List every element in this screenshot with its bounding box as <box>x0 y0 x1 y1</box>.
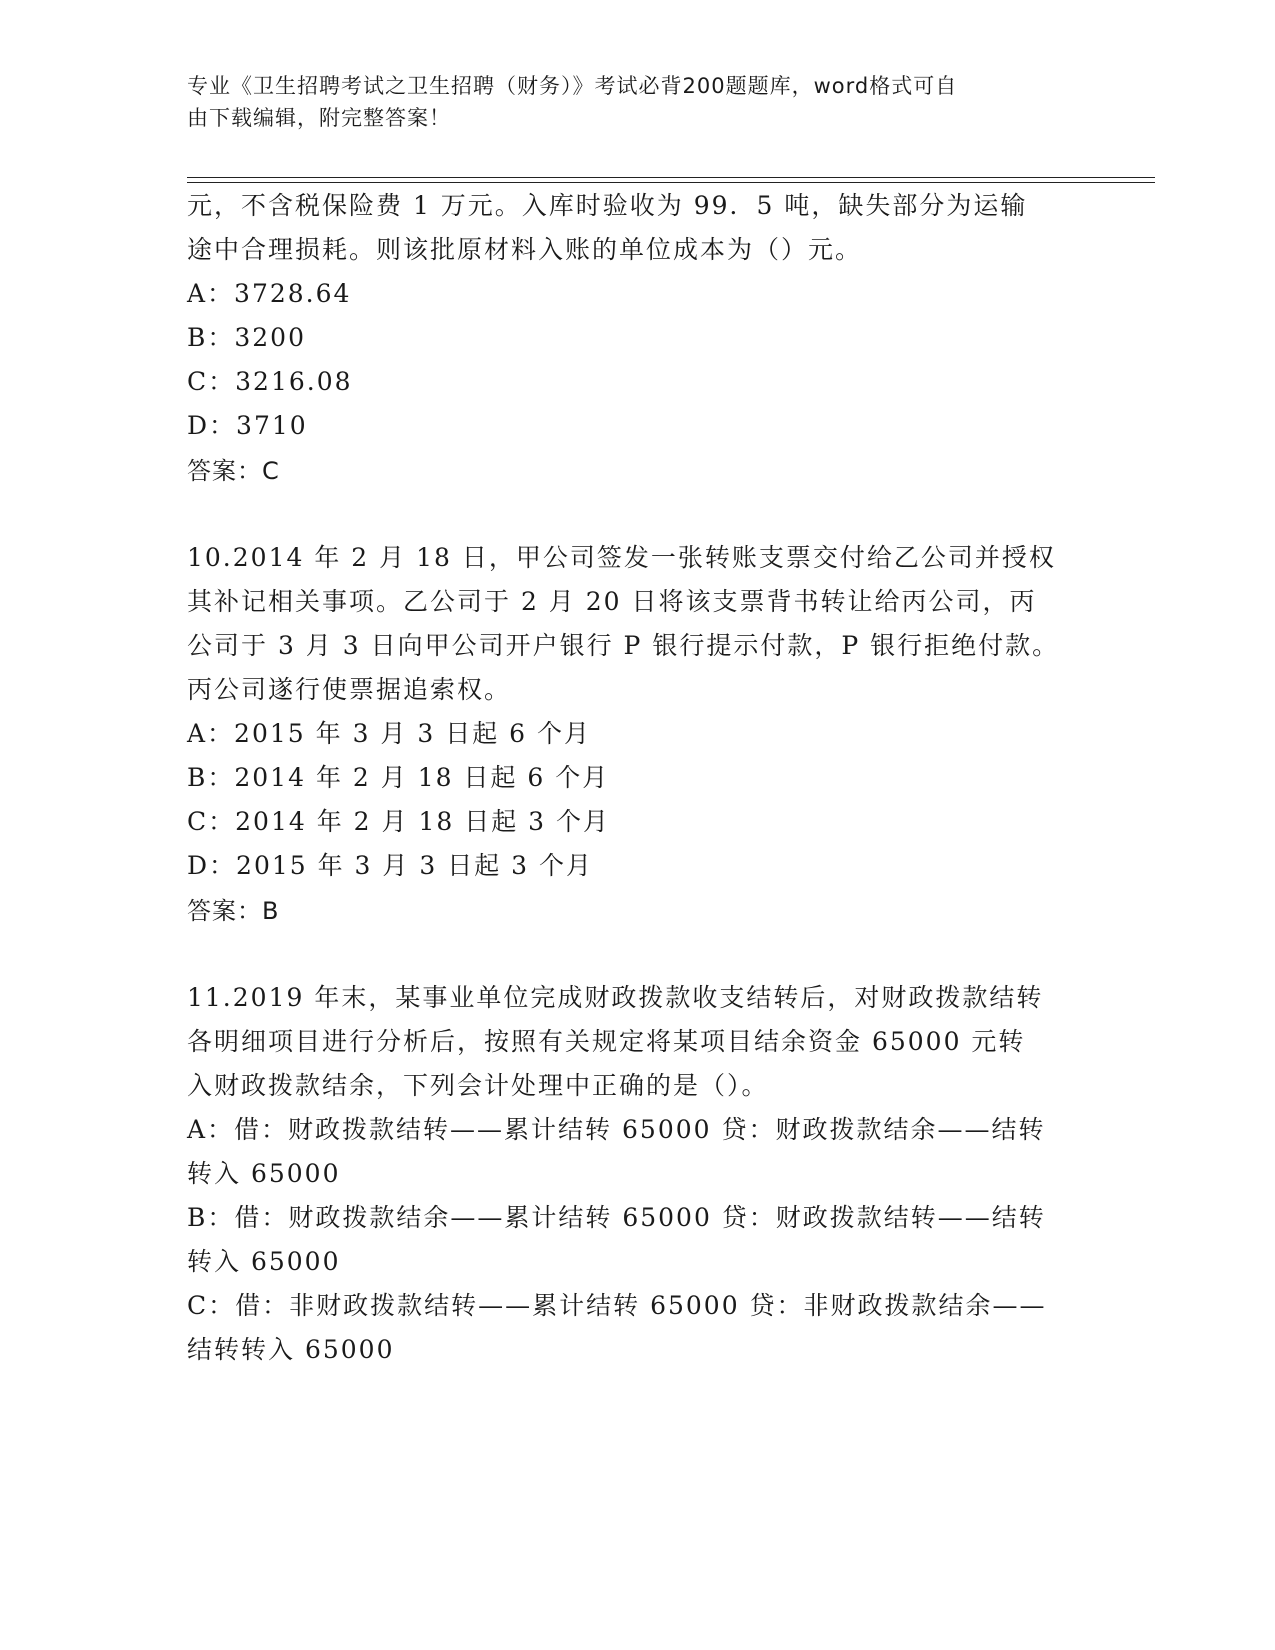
q10-stem-line-3: 公司于 3 月 3 日向甲公司开户银行 P 银行提示付款，P 银行拒绝付款。 <box>187 631 1060 660</box>
document-header <box>187 70 1067 134</box>
q9-option-d: D：3710 <box>187 411 308 440</box>
q10-option-b: B：2014 年 2 月 18 日起 6 个月 <box>187 763 610 792</box>
q9-stem-line-1: 元，不含税保险费 1 万元。入库时验收为 99．5 吨，缺失部分为运输 <box>187 191 1028 220</box>
q10-option-c: C：2014 年 2 月 18 日起 3 个月 <box>187 807 611 836</box>
q11-option-b-line-2: 转入 65000 <box>187 1247 341 1276</box>
header-divider-bottom <box>187 182 1155 183</box>
q10-stem-line-4: 丙公司遂行使票据追索权。 <box>187 675 512 704</box>
q11-option-c-line-1: C：借：非财政拨款结转——累计结转 65000 贷：非财政拨款结余—— <box>187 1291 1047 1320</box>
q11-stem-line-3: 入财政拨款结余，下列会计处理中正确的是（）。 <box>187 1071 769 1100</box>
q11-option-b-line-1: B：借：财政拨款结余——累计结转 65000 贷：财政拨款结转——结转 <box>187 1203 1046 1232</box>
q9-option-c: C：3216.08 <box>187 367 353 396</box>
q10-option-a: A：2015 年 3 月 3 日起 6 个月 <box>187 719 592 748</box>
q11-option-a-line-2: 转入 65000 <box>187 1159 341 1188</box>
q11-stem-line-1: 11.2019 年末，某事业单位完成财政拨款收支结转后，对财政拨款结转 <box>187 983 1044 1012</box>
header-title-line-1: 专业《卫生招聘考试之卫生招聘（财务）》考试必背200题题库，word格式可自 <box>187 74 958 98</box>
header-divider-top <box>187 177 1155 178</box>
q10-answer: 答案：B <box>187 897 280 925</box>
q9-option-a: A：3728.64 <box>187 279 352 308</box>
q11-option-a-line-1: A：借：财政拨款结转——累计结转 65000 贷：财政拨款结余——结转 <box>187 1115 1046 1144</box>
q11-stem-line-2: 各明细项目进行分析后，按照有关规定将某项目结余资金 65000 元转 <box>187 1027 1026 1056</box>
q10-stem-line-1: 10.2014 年 2 月 18 日，甲公司签发一张转账支票交付给乙公司并授权 <box>187 543 1056 572</box>
q9-answer: 答案：C <box>187 457 280 485</box>
header-title-line-2: 由下载编辑，附完整答案！ <box>187 106 451 130</box>
q9-option-b: B：3200 <box>187 323 306 352</box>
q10-stem-line-2: 其补记相关事项。乙公司于 2 月 20 日将该支票背书转让给丙公司，丙 <box>187 587 1037 616</box>
q11-option-c-line-2: 结转转入 65000 <box>187 1335 395 1364</box>
q9-stem-line-2: 途中合理损耗。则该批原材料入账的单位成本为（）元。 <box>187 235 863 264</box>
q10-option-d: D：2015 年 3 月 3 日起 3 个月 <box>187 851 594 880</box>
